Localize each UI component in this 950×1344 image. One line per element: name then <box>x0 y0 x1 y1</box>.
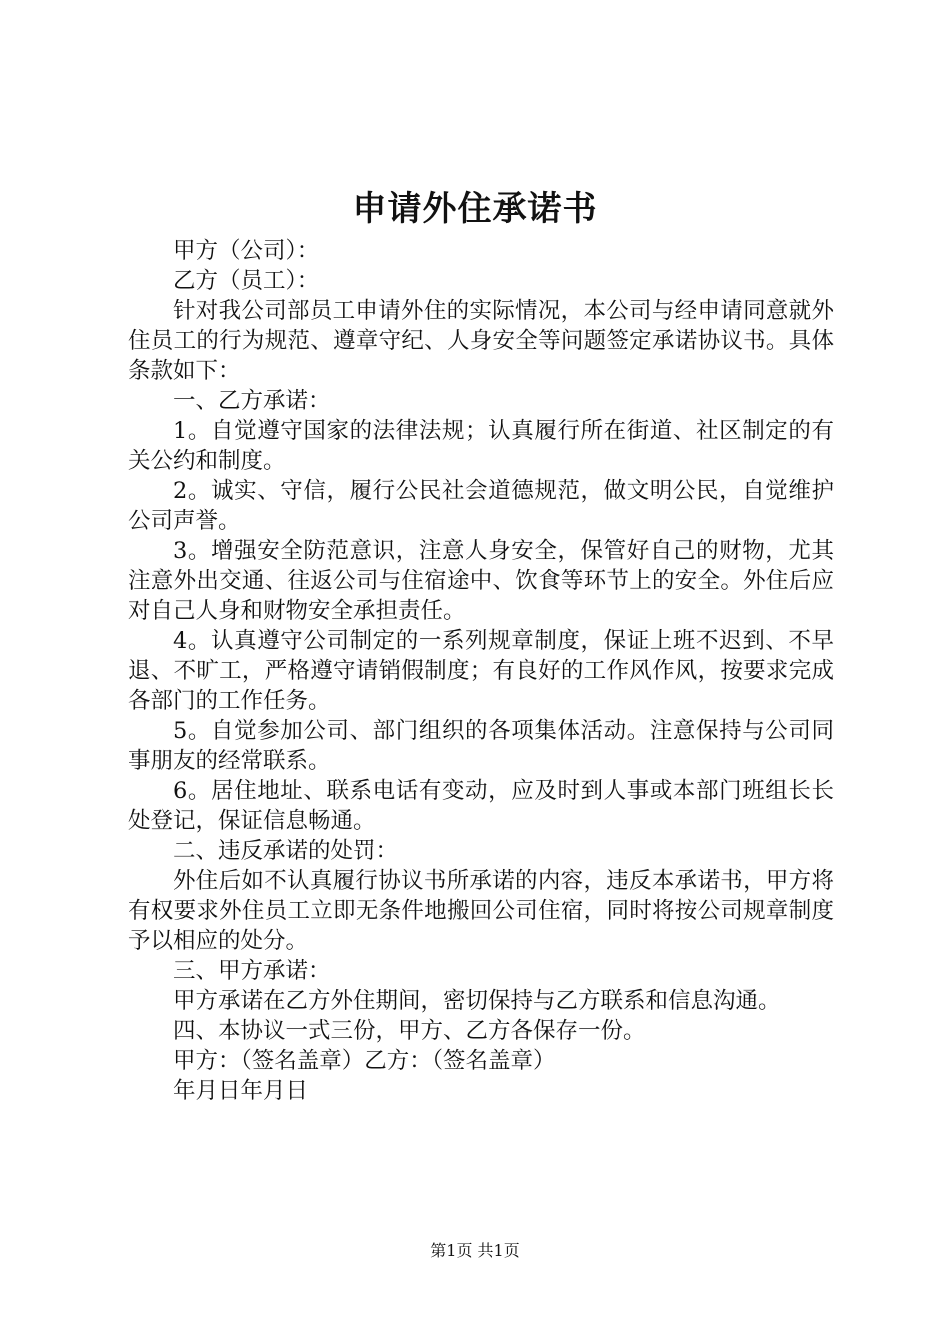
party-b-line: 乙方（员工）： <box>173 268 320 294</box>
document-title: 申请外住承诺书 <box>352 189 598 229</box>
section-heading-party-a-commitments: 三、甲方承诺： <box>173 958 331 984</box>
clause-5: 5。自觉参加公司、部门组织的各项集体活动。注意保持与公司同事朋友的经常联系。 <box>128 718 834 774</box>
clause-4: 4。认真遵守公司制定的一系列规章制度，保证上班不迟到、不早退、不旷工，严格遵守请销假制度；有良好的工作风作风，按要求完成各部门的工作任务。 <box>128 628 834 714</box>
intro-paragraph: 针对我公司部员工申请外住的实际情况，本公司与经申请同意就外住员工的行为规范、遵章守纪、人身安全等问题签定承诺协议书。具体条款如下： <box>128 298 834 384</box>
document-body <box>128 236 834 1106</box>
page-number-footer: 第1页 共1页 <box>430 1241 520 1260</box>
clause-1: 1。自觉遵守国家的法律法规；认真履行所在街道、社区制定的有关公约和制度。 <box>128 418 834 474</box>
party-a-line: 甲方（公司）： <box>173 238 320 264</box>
clause-3: 3。增强安全防范意识，注意人身安全，保管好自己的财物，尤其注意外出交通、往返公司与住宿途中、饮食等环节上的安全。外住后应对自己人身和财物安全承担责任。 <box>128 538 834 624</box>
clause-2: 2。诚实、守信，履行公民社会道德规范，做文明公民，自觉维护公司声誉。 <box>128 478 834 534</box>
clause-6: 6。居住地址、联系电话有变动，应及时到人事或本部门班组长长处登记，保证信息畅通。 <box>128 778 834 834</box>
section-heading-penalties: 二、违反承诺的处罚： <box>173 838 399 864</box>
section-copies: 四、本协议一式三份，甲方、乙方各保存一份。 <box>173 1018 646 1044</box>
date-line: 年月日年月日 <box>173 1078 309 1104</box>
penalty-paragraph: 外住后如不认真履行协议书所承诺的内容，违反本承诺书，甲方将有权要求外住员工立即无条件地搬回公司住宿，同时将按公司规章制度予以相应的处分。 <box>128 868 834 954</box>
party-a-commitment-paragraph: 甲方承诺在乙方外住期间，密切保持与乙方联系和信息沟通。 <box>173 988 781 1014</box>
signature-line: 甲方：（签名盖章）乙方：（签名盖章） <box>173 1048 556 1074</box>
section-heading-party-b-commitments: 一、乙方承诺： <box>173 388 331 414</box>
